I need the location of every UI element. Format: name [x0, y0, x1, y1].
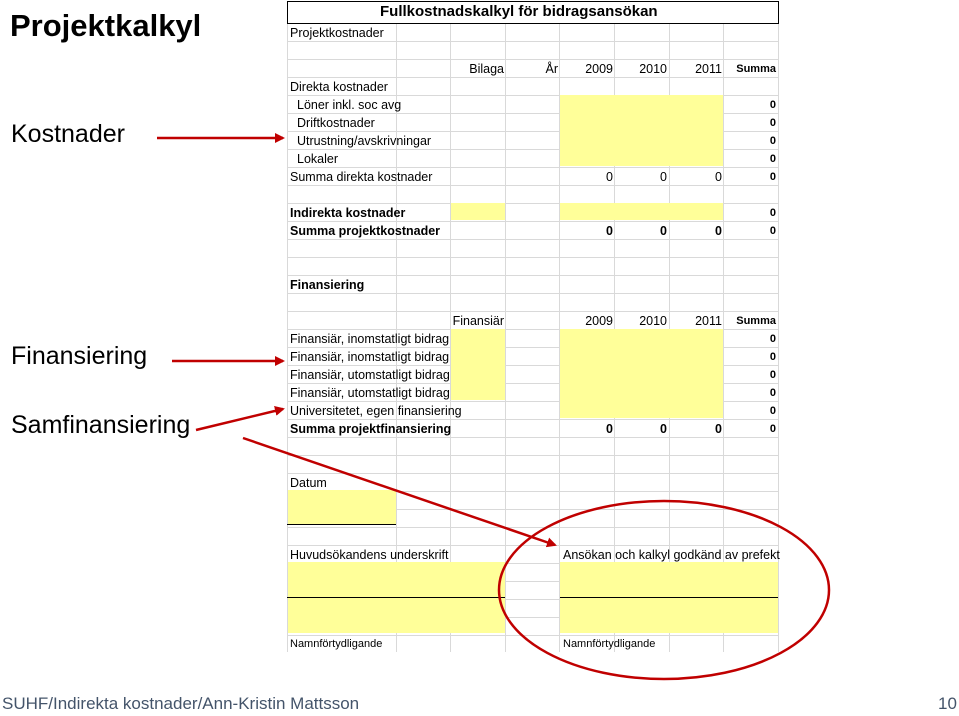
label-samfinansiering: Samfinansiering [11, 411, 191, 439]
direct-row-summa: 0 [769, 153, 776, 165]
col-2009: 2009 [585, 62, 613, 76]
footer-text: SUHF/Indirekta kostnader/Ann-Kristin Mattsson [2, 694, 360, 713]
indirect-summa: 0 [769, 207, 776, 219]
fin-col-2009: 2009 [585, 314, 613, 328]
signature-right-label: Ansökan och kalkyl godkänd av prefekt [563, 548, 780, 562]
slide-title: Projektkalkyl [10, 8, 202, 43]
direct-heading: Direkta kostnader [290, 80, 388, 94]
fin-total-2010: 0 [660, 422, 667, 436]
label-finansiering: Finansiering [11, 342, 148, 370]
direct-total-label: Summa direkta kostnader [290, 170, 433, 184]
highlight-ellipse [499, 501, 829, 679]
project-total-2011: 0 [715, 224, 722, 238]
fin-row-summa: 0 [769, 333, 776, 345]
arrow-samfinansiering-2 [243, 438, 555, 545]
fin-total-2009: 0 [606, 422, 613, 436]
direct-row-label: Lokaler [297, 152, 338, 166]
fin-total-label: Summa projektfinansiering [290, 422, 452, 436]
project-total-label: Summa projektkostnader [290, 224, 441, 238]
direct-row-label: Driftkostnader [297, 116, 375, 130]
project-total-2010: 0 [660, 224, 667, 238]
fin-row-summa: 0 [769, 369, 776, 381]
col-2011: 2011 [695, 62, 722, 76]
indirect-label: Indirekta kostnader [290, 206, 406, 220]
clarification-left-label: Namnförtydligande [290, 638, 383, 650]
col-ar: År [545, 62, 558, 76]
fin-row-label: Universitetet, egen finansiering [290, 404, 462, 418]
direct-row-label: Löner inkl. soc avg [297, 98, 402, 112]
datum-label: Datum [290, 476, 327, 490]
fin-row-summa: 0 [769, 405, 776, 417]
fin-col-2011: 2011 [695, 314, 722, 328]
project-total-summa: 0 [769, 225, 776, 237]
page-number: 10 [938, 694, 957, 713]
fin-row-label: Finansiär, inomstatligt bidrag [290, 332, 450, 346]
fin-col-2010: 2010 [639, 314, 667, 328]
fin-total-summa: 0 [769, 423, 776, 435]
arrow-samfinansiering-1 [196, 409, 283, 430]
direct-row-summa: 0 [769, 99, 776, 111]
col-bilaga: Bilaga [469, 62, 504, 76]
direct-total-summa: 0 [769, 171, 776, 183]
fin-row-label: Finansiär, inomstatligt bidrag [290, 350, 450, 364]
sheet-title: Fullkostnadskalkyl för bidragsansökan [380, 3, 658, 20]
clarification-right-label: Namnförtydligande [563, 638, 656, 650]
fin-row-summa: 0 [769, 387, 776, 399]
direct-total-2011: 0 [715, 170, 722, 184]
col-2010: 2010 [639, 62, 667, 76]
fin-col-finansiar: Finansiär [452, 314, 504, 328]
direct-total-2010: 0 [660, 170, 667, 184]
fin-heading: Finansiering [290, 278, 365, 292]
fin-row-label: Finansiär, utomstatligt bidrag [290, 368, 450, 382]
direct-row-label: Utrustning/avskrivningar [297, 134, 432, 148]
signature-left-label: Huvudsökandens underskrift [290, 548, 449, 562]
fin-row-summa: 0 [769, 351, 776, 363]
direct-row-summa: 0 [769, 117, 776, 129]
direct-row-summa: 0 [769, 135, 776, 147]
fin-row-label: Finansiär, utomstatligt bidrag [290, 386, 450, 400]
col-summa: Summa [736, 63, 776, 75]
fin-total-2011: 0 [715, 422, 722, 436]
direct-total-2009: 0 [606, 170, 613, 184]
label-kostnader: Kostnader [11, 120, 125, 148]
project-total-2009: 0 [606, 224, 613, 238]
sheet-subtitle: Projektkostnader [290, 26, 384, 40]
fin-col-summa: Summa [736, 315, 776, 327]
